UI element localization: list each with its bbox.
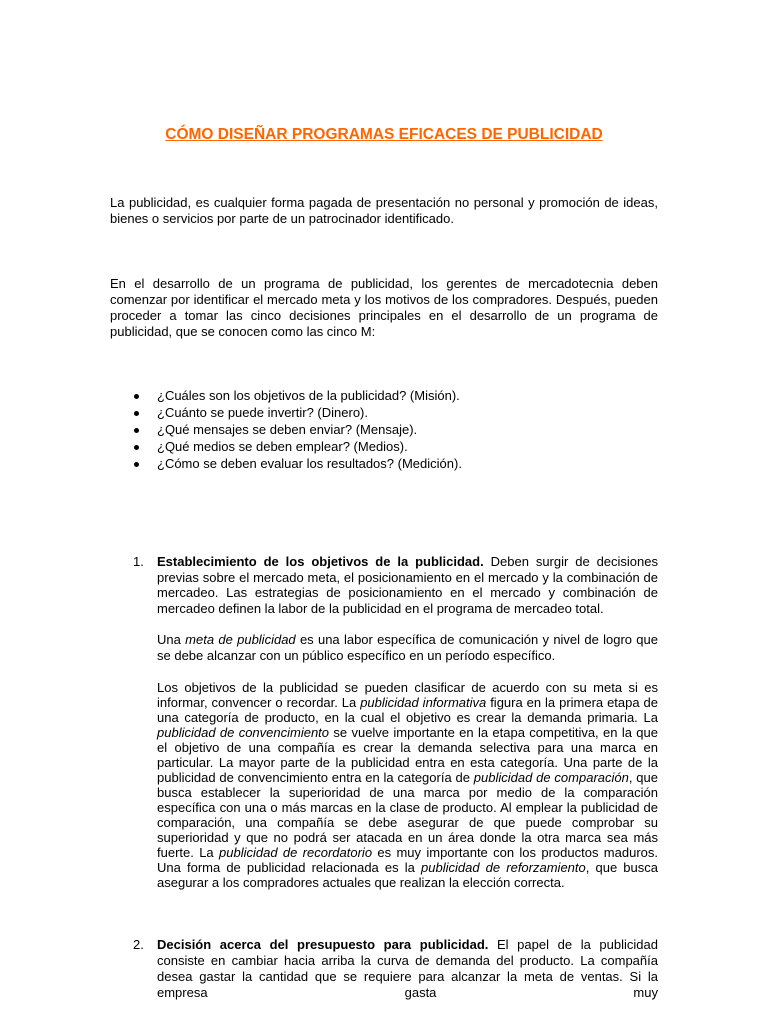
italic-term: meta de publicidad bbox=[185, 632, 296, 647]
list-item-medicion bbox=[110, 455, 658, 472]
paragraph-text: Los objetivos de la publicidad se pueden clasificar de acuerdo con su meta si es informar, convencer o recordar. La bbox=[157, 680, 658, 710]
list-item-text: ¿Cuánto se puede invertir? (Dinero). bbox=[157, 405, 368, 420]
intro-paragraph-definition: La publicidad, es cualquier forma pagada de presentación no personal y promoción de ideas, bienes o servicios por parte de un patrocinador identificado. bbox=[110, 195, 658, 226]
italic-term: publicidad de convencimiento bbox=[157, 725, 330, 740]
paragraph-text: es muy importante con los productos maduros. Una forma de publicidad relacionada es la bbox=[157, 845, 658, 875]
paragraph-text: figura en la primera etapa de una categoría de producto, en la cual el objetivo es crear la demanda primaria. La bbox=[157, 695, 659, 725]
document-title: CÓMO DISEÑAR PROGRAMAS EFICACES DE PUBLICIDAD bbox=[165, 126, 603, 143]
italic-term: publicidad informativa bbox=[360, 695, 487, 710]
five-m-list bbox=[110, 387, 658, 472]
bullet-icon bbox=[134, 445, 139, 450]
list-item-text: ¿Cuáles son los objetivos de la publicidad? (Misión). bbox=[157, 388, 460, 403]
list-item-medios bbox=[110, 438, 658, 455]
list-item-text: ¿Cómo se deben evaluar los resultados? (Medición). bbox=[157, 456, 462, 471]
section-number: 2. bbox=[133, 937, 144, 952]
paragraph-text: es una labor específica de comunicación y nivel de logro que se debe alcanzar con un público específico en un período específico. bbox=[157, 632, 658, 663]
numbered-section-objectives bbox=[110, 554, 658, 890]
document-content bbox=[110, 0, 658, 1001]
italic-term: publicidad de reforzamiento bbox=[421, 860, 586, 875]
paragraph-text: Una bbox=[157, 632, 186, 647]
list-item-dinero bbox=[110, 404, 658, 421]
bullet-icon bbox=[134, 428, 139, 433]
numbered-section-budget bbox=[110, 937, 658, 1001]
italic-term: publicidad de comparación bbox=[473, 770, 629, 785]
section-number: 1. bbox=[133, 554, 144, 569]
paragraph-text: se vuelve importante en la etapa competitiva, en la que el objetivo de una compañía es crear la demanda selectiva para una marca en particular. La mayor parte de la publicidad entra en esta categoría. Una parte de la publicidad de convencimiento entra en la categoría de bbox=[157, 725, 658, 785]
list-item-text: ¿Qué mensajes se deben enviar? (Mensaje). bbox=[157, 422, 418, 437]
list-item-mensaje bbox=[110, 421, 658, 438]
section-body bbox=[157, 554, 658, 890]
objectives-paragraph bbox=[157, 680, 658, 890]
section-lead-text: Deben surgir de decisiones previas sobre el mercado meta, el posicionamiento en el mercado y la combinación de mercadeo. Las estrategias de posicionamiento en el mercado y combinación de mercadeo definen la labor de la publicidad en el programa de mercadeo total. bbox=[157, 554, 658, 616]
paragraph-text: , que busca asegurar a los compradores actuales que realizan la elección correcta. bbox=[157, 860, 658, 890]
bullet-icon bbox=[134, 394, 139, 399]
section-lead-text: El papel de la publicidad consiste en cambiar hacia arriba la curva de demanda del producto. La compañía desea gastar la cantidad que se requiere para alcanzar la meta de ventas. Si la empresa gasta muy bbox=[157, 937, 658, 1000]
list-item-mision bbox=[110, 387, 658, 404]
list-item-text: ¿Qué medios se deben emplear? (Medios). bbox=[157, 439, 408, 454]
section-lead-paragraph bbox=[157, 937, 658, 1001]
italic-term: publicidad de recordatorio bbox=[219, 845, 373, 860]
bullet-icon bbox=[134, 462, 139, 467]
intro-paragraph-five-m: En el desarrollo de un programa de publicidad, los gerentes de mercadotecnia deben comenzar por identificar el mercado meta y los motivos de los compradores. Después, pueden proceder a tomar las cinco decisiones principales en el desarrollo de un programa de publicidad, que se conocen como las cinco M: bbox=[110, 276, 658, 339]
section-body bbox=[157, 937, 658, 1001]
section-lead-paragraph bbox=[157, 554, 658, 616]
section-heading: Establecimiento de los objetivos de la publicidad. bbox=[157, 554, 484, 569]
section-heading: Decisión acerca del presupuesto para publicidad. bbox=[157, 937, 489, 952]
paragraph-text: , que busca establecer la superioridad de una marca por medio de la comparación específica con una o más marcas en la clase de producto. Al emplear la publicidad de comparación, una compañía se debe asegurar de que puede comprobar su superioridad y que no podrá ser atacada en un área donde la otra marca sea más fuerte. La bbox=[157, 770, 658, 860]
bullet-icon bbox=[134, 411, 139, 416]
meta-paragraph bbox=[157, 632, 658, 663]
